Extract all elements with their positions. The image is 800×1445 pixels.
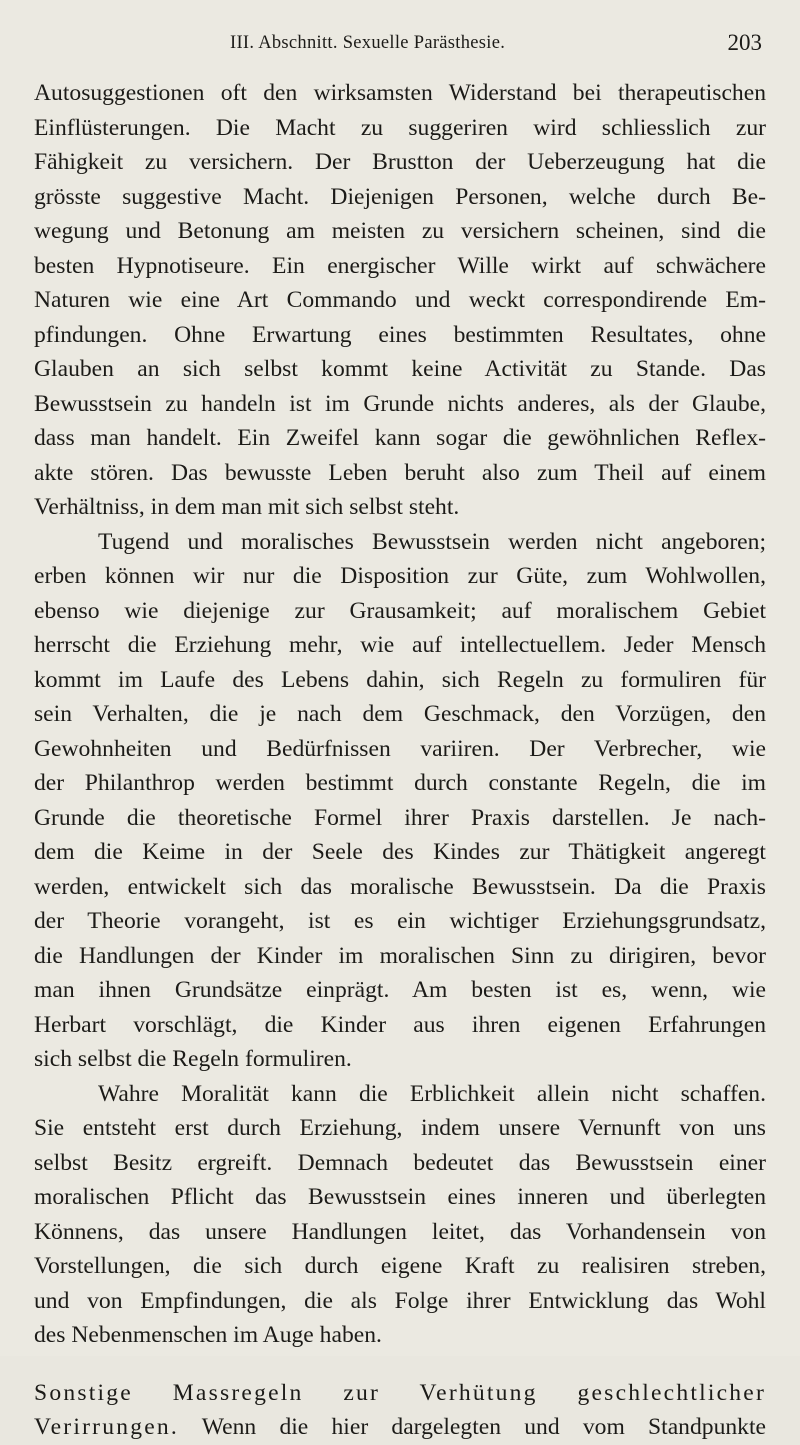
paragraph [34, 525, 766, 1077]
page-number: 203 [727, 30, 762, 55]
text-line: akte stören. Das bewusste Leben beruht also zum Theil auf einem [34, 459, 766, 486]
paragraphs [34, 76, 766, 1353]
text-line: pfindungen. Ohne Erwartung eines bestimmten Resultates, ohne [34, 321, 766, 348]
text-line: Vorstellungen, die sich durch eigene Kraft zu realisiren streben, [34, 1253, 766, 1279]
text-line: man ihnen Grundsätze einprägt. Am besten ist es, wenn, wie [34, 977, 766, 1003]
text-line: ebenso wie diejenige zur Grausamkeit; auf moralischem Gebiet [34, 597, 766, 624]
text-line: Tugend und moralisches Bewusstsein werden nicht angeboren; [98, 528, 766, 555]
text-line: die Handlungen der Kinder im moralischen Sinn zu dirigiren, bevor [34, 942, 766, 969]
text-line: Verhältniss, in dem man mit sich selbst steht. [34, 494, 460, 520]
text-line: der Philanthrop werden bestimmt durch constante Regeln, die im [34, 770, 766, 796]
text-line: Gewohnheiten und Bedürfnissen variiren. Der Verbrecher, wie [34, 735, 766, 762]
text-line: Einflüsterungen. Die Macht zu suggeriren wird schliesslich zur [34, 114, 766, 141]
paragraph [34, 76, 766, 525]
text-line: Autosuggestionen oft den wirksamsten Widerstand bei therapeutischen [34, 80, 766, 106]
text-line: Fähigkeit zu versichern. Der Brustton der Ueberzeugung hat die [34, 149, 766, 175]
text-line: besten Hypnotiseure. Ein energischer Wille wirkt auf schwächere [34, 252, 766, 279]
text-line: des Nebenmenschen im Auge haben. [34, 1322, 382, 1348]
section-continuation: Wenn die hier dargelegten und vom Standpunkte [178, 1414, 766, 1440]
text-line: wegung und Betonung am meisten zu versichern scheinen, sind die [34, 218, 766, 244]
text-line: Glauben an sich selbst kommt keine Activität zu Stande. Das [34, 356, 766, 382]
text-line: dem die Keime in der Seele des Kindes zur Thätigkeit angeregt [34, 839, 766, 865]
section-last-line [34, 1410, 766, 1445]
text-line: und von Empfindungen, die als Folge ihrer Entwicklung das Wohl [34, 1287, 766, 1314]
section-heading: Sonstige Massregeln zur Verhütung geschlechtlicher [34, 1379, 766, 1406]
text-line: dass man handelt. Ein Zweifel kann sogar die gewöhnlichen Reflex- [34, 425, 766, 451]
text-line: Herbart vorschlägt, die Kinder aus ihren eigenen Erfahrungen [34, 1011, 766, 1038]
text-line: herrscht die Erziehung mehr, wie auf intellectuellem. Jeder Mensch [34, 632, 766, 658]
text-line: werden, entwickelt sich das moralische Bewusstsein. Da die Praxis [34, 873, 766, 900]
paragraph [34, 1077, 766, 1353]
text-line: erben können wir nur die Disposition zur Güte, zum Wohlwollen, [34, 563, 766, 589]
page-header [0, 30, 800, 62]
text-line: Bewusstsein zu handeln ist im Grunde nichts anderes, als der Glaube, [34, 390, 766, 417]
text-line: selbst Besitz ergreift. Demnach bedeutet das Bewusstsein einer [34, 1149, 766, 1176]
text-line: Naturen wie eine Art Commando und weckt correspondirende Em- [34, 287, 766, 313]
text-line: sich selbst die Regeln formuliren. [34, 1046, 352, 1072]
running-head: III. Abschnitt. Sexuelle Parästhesie. [230, 33, 506, 53]
text-line: grösste suggestive Macht. Diejenigen Personen, welche durch Be- [34, 183, 766, 210]
text-line: sein Verhalten, die je nach dem Geschmack, den Vorzügen, den [34, 701, 766, 727]
text-line: Wahre Moralität kann die Erblichkeit allein nicht schaffen. [98, 1080, 766, 1107]
text-line: kommt im Laufe des Lebens dahin, sich Regeln zu formuliren für [34, 666, 766, 693]
text-line: Grunde die theoretische Formel ihrer Praxis darstellen. Je nach- [34, 804, 766, 831]
text-line: Könnens, das unsere Handlungen leitet, das Vorhandensein von [34, 1218, 766, 1245]
text-line: Sie entsteht erst durch Erziehung, indem unsere Vernunft von uns [34, 1115, 766, 1141]
text-line: der Theorie vorangeht, ist es ein wichtiger Erziehungsgrundsatz, [34, 908, 766, 934]
section-heading-line [34, 1376, 766, 1411]
page-body [34, 76, 766, 1445]
section-heading-end: Verirrungen. [34, 1414, 179, 1440]
text-line: moralischen Pflicht das Bewusstsein eines inneren und überlegten [34, 1184, 766, 1210]
